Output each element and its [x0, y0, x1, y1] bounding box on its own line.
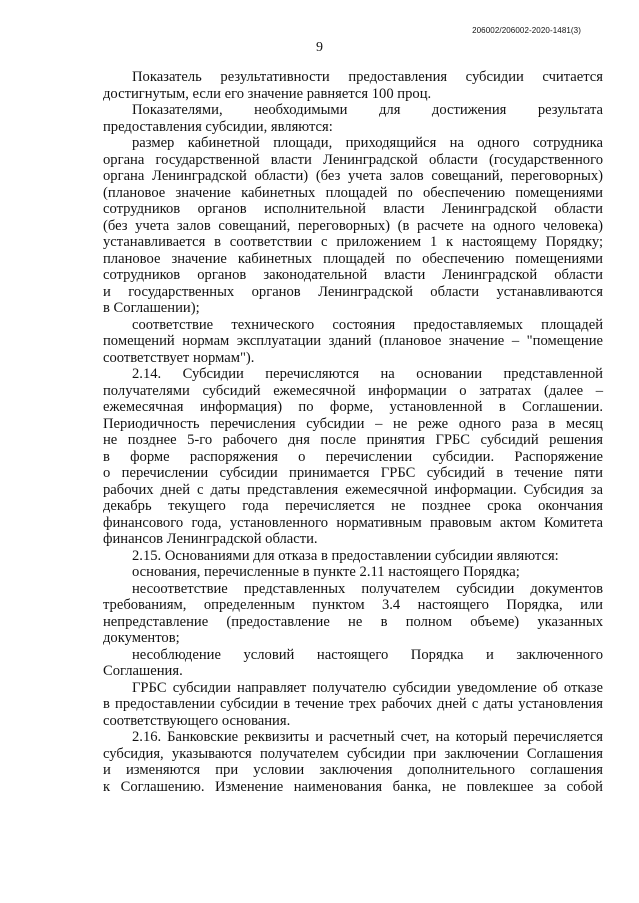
- text-line: предоставления субсидии, являются:: [103, 118, 333, 135]
- text-line: ГРБС субсидии направляет получателю субсидии уведомление об отказе: [132, 679, 603, 696]
- text-line: сотрудников органов законодательной власти Ленинградской области: [103, 267, 603, 283]
- text-line: сотрудников органов исполнительной власти Ленинградской области: [103, 201, 603, 217]
- text-line: плановое значение кабинетных площадей по обеспечению помещениями: [103, 250, 603, 267]
- text-line: о перечислении субсидии принимается ГРБС субсидий в течение пяти: [103, 465, 603, 481]
- text-line: несоответствие представленных получателем субсидии документов: [132, 580, 603, 597]
- text-line: соответствие технического состояния предоставляемых площадей: [132, 316, 603, 333]
- text-line: соответствующего основания.: [103, 712, 291, 729]
- text-line: в предоставлении субсидии в течение трех рабочих дней с даты установления: [103, 696, 603, 712]
- text-line: (плановое значение кабинетных площадей по обеспечению помещениями: [103, 184, 603, 201]
- text-line: 2.14. Субсидии перечисляются на основании представленной: [132, 366, 603, 382]
- text-line: в форме распоряжения о перечислении субсидии. Распоряжение: [103, 448, 603, 465]
- text-line: непредставление (предоставление не в полном объеме) указанных: [103, 613, 603, 630]
- text-line: Показатель результативности предоставления субсидии считается: [132, 69, 603, 85]
- text-line: достигнутым, если его значение равняется 100 проц.: [103, 85, 432, 102]
- text-line: органа государственной власти Ленинградской области (государственного: [103, 151, 603, 168]
- text-line: получателями субсидий ежемесячной информации о затратах (далее –: [103, 382, 603, 399]
- text-line: соответствует нормам").: [103, 349, 255, 366]
- text-line: помещений нормам эксплуатации зданий (плановое значение – "помещение: [103, 333, 603, 349]
- text-line: устанавливается в соответствии с приложением 1 к настоящему Порядку;: [103, 234, 603, 250]
- text-line: в Соглашении);: [103, 300, 200, 316]
- text-line: 2.15. Основаниями для отказа в предоставлении субсидии являются:: [132, 547, 559, 564]
- text-line: не позднее 5-го рабочего дня после принятия ГРБС субсидий решения: [103, 432, 603, 448]
- text-line: документов;: [103, 630, 180, 646]
- text-line: и государственных органов Ленинградской области устанавливаются: [103, 283, 603, 300]
- text-line: требованиям, определенным пунктом 3.4 настоящего Порядка, или: [103, 597, 603, 613]
- text-line: и изменяются при условии заключения дополнительного соглашения: [103, 762, 603, 778]
- text-line: Соглашения.: [103, 663, 183, 679]
- text-line: финансового года, установленного нормативным правовым актом Комитета: [103, 514, 603, 531]
- document-body: [103, 69, 603, 795]
- text-line: Показателями, необходимыми для достижения результата: [132, 102, 603, 118]
- text-line: субсидия, указываются получателем субсидии при заключении Соглашения: [103, 745, 603, 762]
- text-line: к Соглашению. Изменение наименования банка, не повлекшее за собой: [103, 778, 603, 795]
- text-line: основания, перечисленные в пункте 2.11 настоящего Порядка;: [132, 564, 520, 580]
- text-line: несоблюдение условий настоящего Порядка и заключенного: [132, 646, 603, 663]
- text-line: Периодичность перечисления субсидии – не реже одного раза в месяц: [103, 415, 603, 432]
- text-line: финансов Ленинградской области.: [103, 531, 318, 547]
- document-id: 206002/206002-2020-1481(3): [472, 26, 581, 35]
- text-line: 2.16. Банковские реквизиты и расчетный счет, на который перечисляется: [132, 729, 603, 745]
- text-line: декабрь текущего года перечисляется не позднее срока окончания: [103, 498, 603, 514]
- text-line: рабочих дней с даты представления ежемесячной информации. Субсидия за: [103, 481, 603, 498]
- text-line: размер кабинетной площади, приходящийся на одного сотрудника: [132, 135, 603, 151]
- text-line: (без учета залов совещаний, переговорных) (в расчете на одного человека): [103, 217, 603, 234]
- text-line: ежемесячная информация) по форме, установленной в Соглашении.: [103, 399, 603, 415]
- page-number: 9: [316, 40, 323, 55]
- text-line: органа Ленинградской области) (без учета залов совещаний, переговорных): [103, 168, 603, 184]
